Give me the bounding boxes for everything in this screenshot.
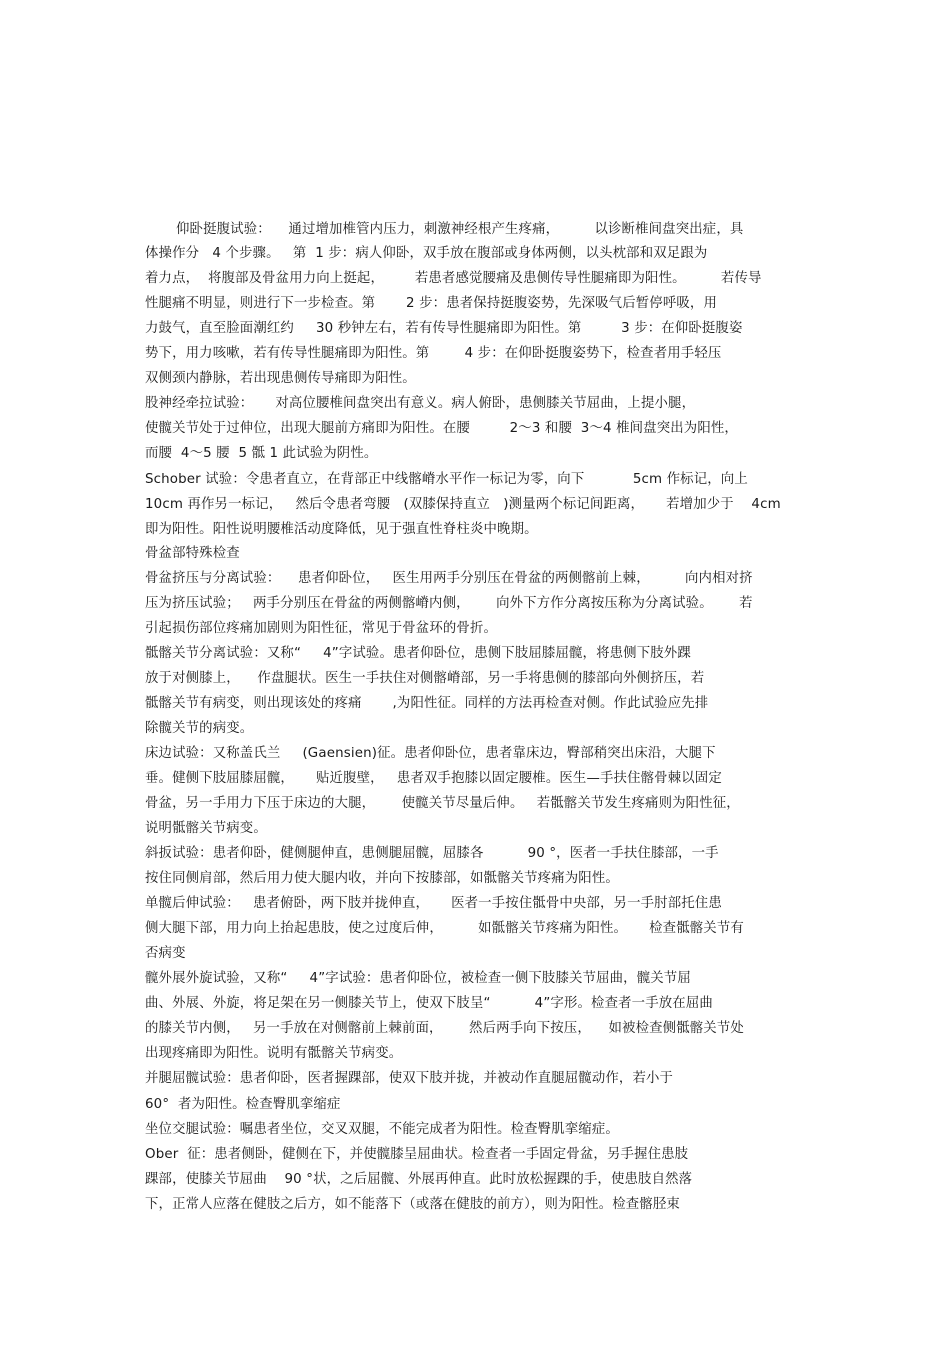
text-line: 仰卧挺腹试验： 通过增加椎管内压力，刺激神经根产生疼痛， 以诊断椎间盘突出症，具 xyxy=(176,222,744,237)
text-line: 性腿痛不明显，则进行下一步检查。第 2 步：患者保持挺腹姿势，先深吸气后暂停呼吸，用 xyxy=(145,296,718,311)
text-line: 下，正常人应落在健肢之后方，如不能落下（或落在健肢的前方），则为阳性。检查髂胫束 xyxy=(145,1197,680,1212)
text-line: 使髋关节处于过伸位，出现大腿前方痛即为阳性。在腰 2～3 和腰 3～4 椎间盘突出为阳性， xyxy=(145,421,738,436)
text-line: 并腿屈髋试验：患者仰卧，医者握踝部，使双下肢并拢，并被动作直腿屈髋动作，若小于 xyxy=(145,1071,674,1086)
text-line: Schober 试验：令患者直立，在背部正中线髂嵴水平作一标记为零，向下 5cm 作标记，向上 xyxy=(145,472,748,487)
text-line: 骨盆，另一手用力下压于床边的大腿， 使髋关节尽量后伸。 若骶髂关节发生疼痛则为阳性征， xyxy=(145,796,740,811)
text-line: 双侧颈内静脉，若出现患侧传导痛即为阳性。 xyxy=(145,371,416,386)
text-line: 而腰 4～5 腰 5 骶 1 此试验为阴性。 xyxy=(145,446,378,461)
text-line: 说明骶髂关节病变。 xyxy=(145,821,267,836)
text-line: 否病变 xyxy=(145,946,186,961)
text-line: 除髋关节的病变。 xyxy=(145,721,254,736)
text-line: 势下，用力咳嗽，若有传导性腿痛即为阳性。第 4 步：在仰卧挺腹姿势下，检查者用手轻压 xyxy=(145,346,722,361)
text-line: 单髋后伸试验： 患者俯卧，两下肢并拢伸直， 医者一手按住骶骨中央部，另一手肘部托住患 xyxy=(145,896,722,911)
text-line: Ober 征：患者侧卧，健侧在下，并使髋膝呈屈曲状。检查者一手固定骨盆，另手握住患肢 xyxy=(145,1147,689,1162)
text-line: 压为挤压试验； 两手分别压在骨盆的两侧髂嵴内侧， 向外下方作分离按压称为分离试验。 若 xyxy=(145,596,753,611)
section-heading: 骨盆部特殊检查 xyxy=(145,546,240,561)
text-line: 着力点， 将腹部及骨盆用力向上挺起， 若患者感觉腰痛及患侧传导性腿痛即为阳性。 若传导 xyxy=(145,271,762,286)
text-line: 侧大腿下部，用力向上抬起患肢，使之过度后伸， 如骶髂关节疼痛为阳性。 检查骶髂关节有 xyxy=(145,921,744,936)
text-line: 垂。健侧下肢屈膝屈髋， 贴近腹壁， 患者双手抱膝以固定腰椎。医生—手扶住髂骨棘以固定 xyxy=(145,771,722,786)
text-line: 的膝关节内侧， 另一手放在对侧髂前上棘前面， 然后两手向下按压， 如被检查侧骶髂关节处 xyxy=(145,1021,744,1036)
text-line: 斜扳试验：患者仰卧，健侧腿伸直，患侧腿屈髋，屈膝各 90 °，医者一手扶住膝部，一手 xyxy=(145,846,719,861)
text-line: 骶髂关节有病变，则出现该处的疼痛 ,为阳性征。同样的方法再检查对侧。作此试验应先排 xyxy=(145,696,709,711)
text-line: 体操作分 4 个步骤。 第 1 步：病人仰卧，双手放在腹部或身体两侧，以头枕部和双足跟为 xyxy=(145,246,708,261)
text-line: 髋外展外旋试验，又称“ 4”字试验：患者仰卧位，被检查一侧下肢膝关节屈曲，髋关节屈 xyxy=(145,971,691,986)
text-line: 曲、外展、外旋，将足架在另一侧膝关节上，使双下肢呈“ 4”字形。检查者一手放在屈曲 xyxy=(145,996,713,1011)
text-line: 放于对侧膝上， 作盘腿状。医生一手扶住对侧髂嵴部，另一手将患侧的膝部向外侧挤压，若 xyxy=(145,671,705,686)
text-line: 骨盆挤压与分离试验： 患者仰卧位， 医生用两手分别压在骨盆的两侧髂前上棘， 向内相对挤 xyxy=(145,571,753,586)
text-line: 10cm 再作另一标记， 然后令患者弯腰 (双膝保持直立 )测量两个标记间距离， 若增加少于 4cm xyxy=(145,497,781,512)
text-line: 按住同侧肩部，然后用力使大腿内收，并向下按膝部，如骶髂关节疼痛为阳性。 xyxy=(145,871,619,886)
text-line: 股神经牵拉试验： 对高位腰椎间盘突出有意义。病人俯卧，患侧膝关节屈曲，上提小腿， xyxy=(145,396,696,411)
text-line: 60° 者为阳性。检查臀肌挛缩症 xyxy=(145,1097,341,1112)
text-line: 骶髂关节分离试验：又称“ 4”字试验。患者仰卧位，患侧下肢屈膝屈髋，将患侧下肢外踝 xyxy=(145,646,691,661)
text-line: 出现疼痛即为阳性。说明有骶髂关节病变。 xyxy=(145,1046,403,1061)
text-line: 引起损伤部位疼痛加剧则为阳性征，常见于骨盆环的骨折。 xyxy=(145,621,498,636)
text-line: 即为阳性。阳性说明腰椎活动度降低，见于强直性脊柱炎中晚期。 xyxy=(145,522,538,537)
text-line: 坐位交腿试验：嘱患者坐位，交叉双腿，不能完成者为阳性。检查臀肌挛缩症。 xyxy=(145,1122,619,1137)
text-line: 力鼓气，直至脸面潮红约 30 秒钟左右，若有传导性腿痛即为阳性。第 3 步：在仰卧挺腹姿 xyxy=(145,321,743,336)
text-line: 踝部，使膝关节屈曲 90 °状，之后屈髋、外展再伸直。此时放松握踝的手，使患肢自然落 xyxy=(145,1172,693,1187)
text-line: 床边试验：又称盖氏兰 (Gaensien)征。患者仰卧位，患者靠床边，臀部稍突出床沿，大腿下 xyxy=(145,746,716,761)
